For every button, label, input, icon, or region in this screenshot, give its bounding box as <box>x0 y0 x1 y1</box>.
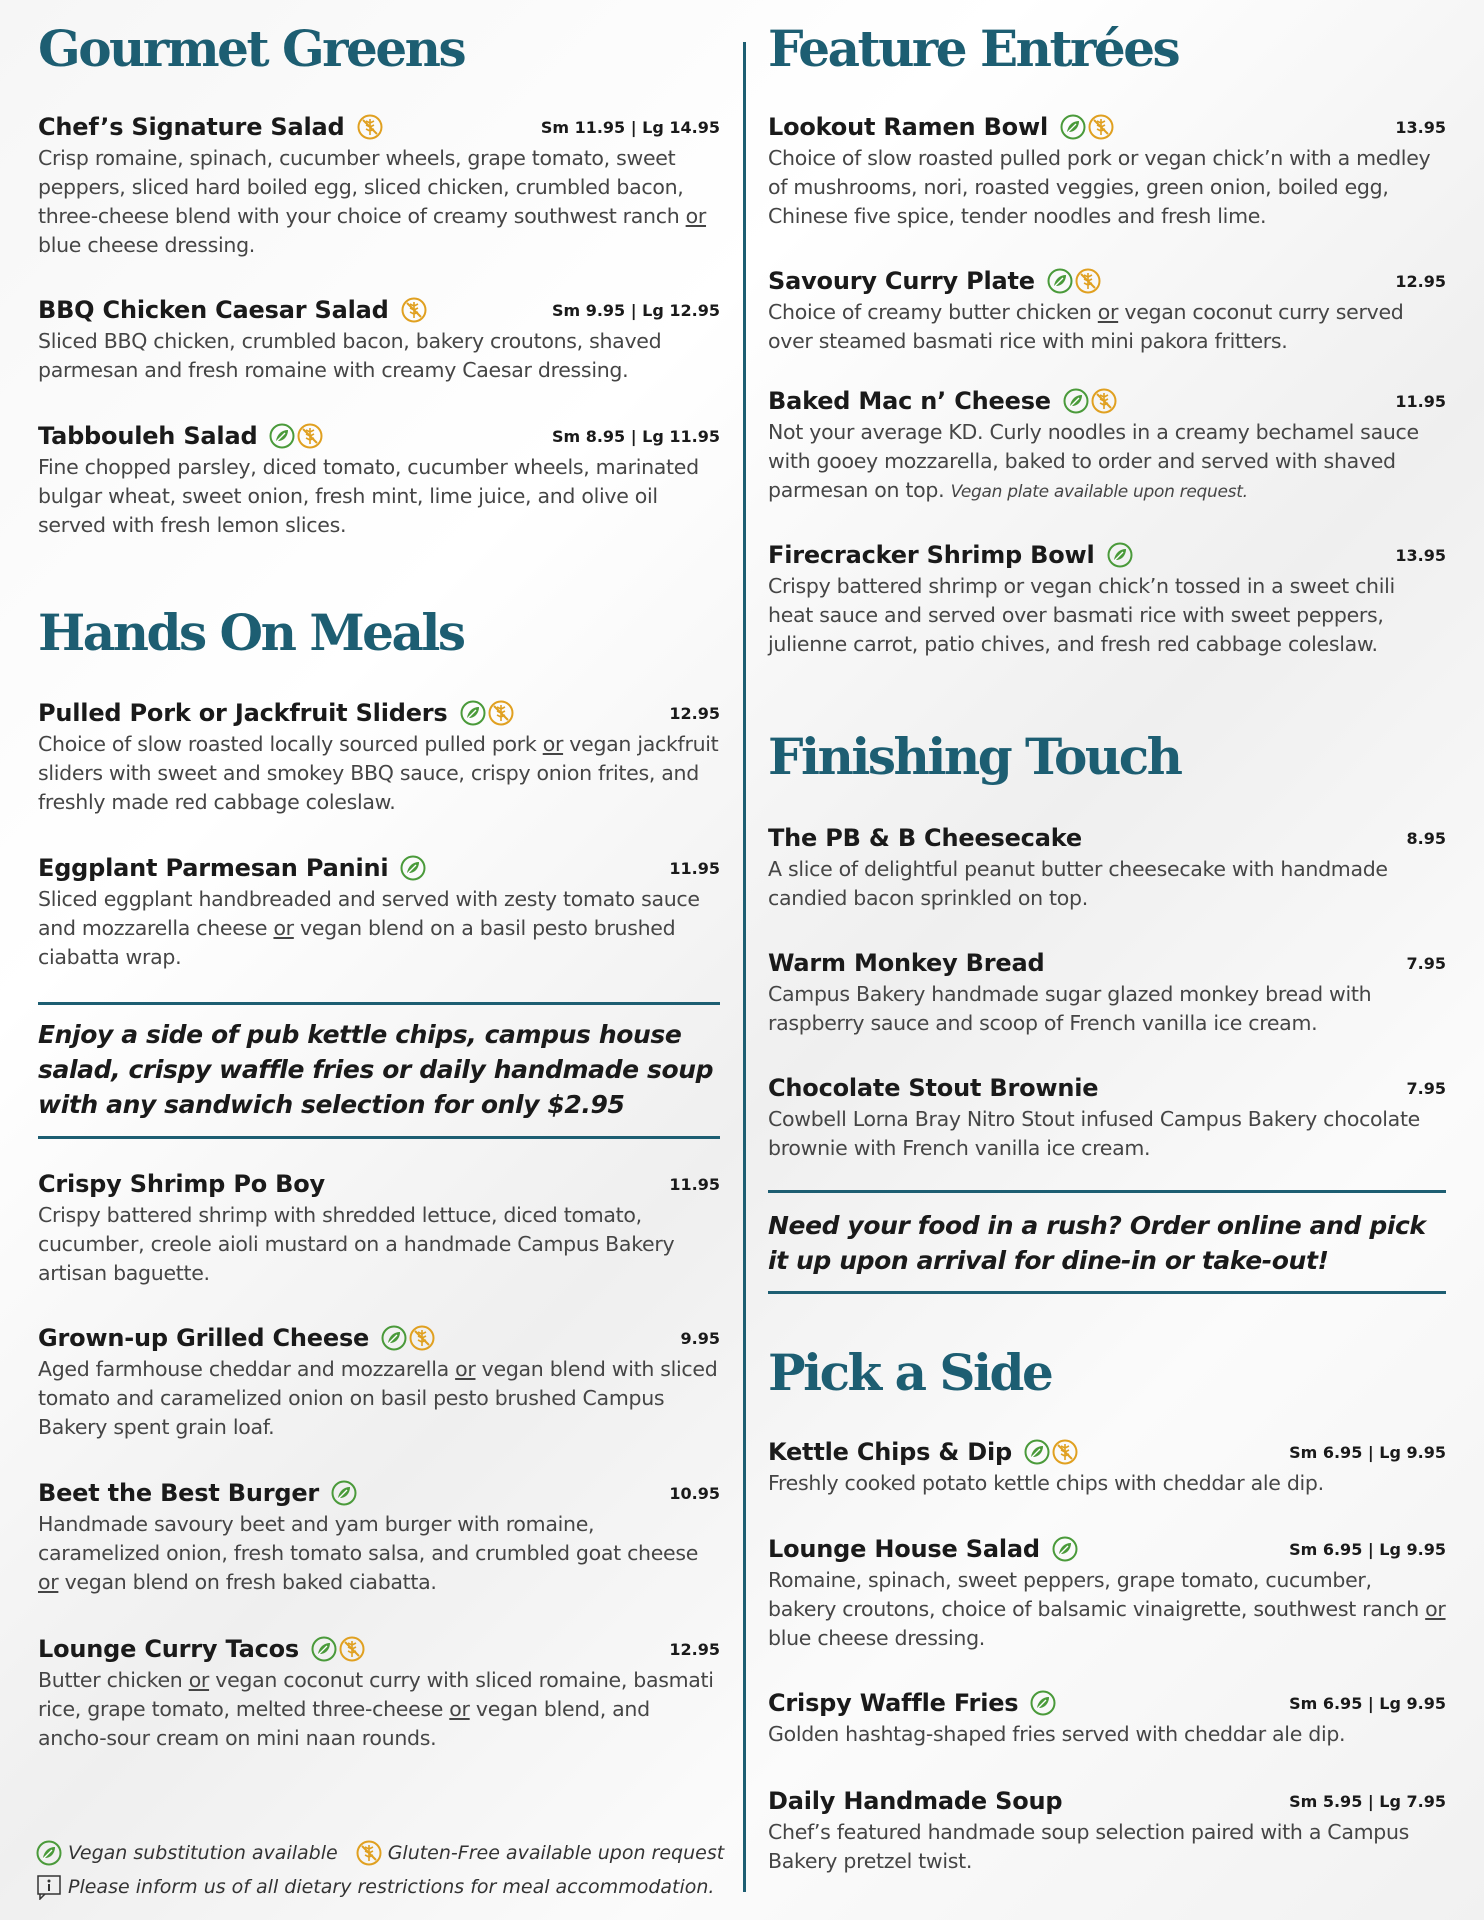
menu-item <box>768 1071 1446 1163</box>
item-price: 9.95 <box>680 1328 720 1348</box>
item-name: Crispy Waffle Fries <box>768 1689 1019 1717</box>
item-description: Crispy battered shrimp or vegan chick’n tossed in a sweet chili heat sauce and served over basmati rice with sweet peppers, julienne carrot, patio chives, and fresh red cabbage coleslaw. <box>768 574 1395 656</box>
item-name: Lounge House Salad <box>768 1535 1040 1563</box>
item-description: Cowbell Lorna Bray Nitro Stout infused Campus Bakery chocolate brownie with French vanilla ice cream. <box>768 1107 1420 1160</box>
item-description: Aged farmhouse cheddar and mozzarella or vegan blend with sliced tomato and caramelized onion on basil pesto brushed Campus Bakery spent grain loaf. <box>38 1357 718 1439</box>
gluten-free-icon <box>1091 388 1117 414</box>
menu-item <box>768 946 1446 1038</box>
menu-item <box>768 110 1446 231</box>
menu-item <box>38 110 720 260</box>
vegan-icon <box>381 1325 407 1351</box>
gluten-free-icon <box>488 700 514 726</box>
item-description: Campus Bakery handmade sugar glazed monkey bread with raspberry sauce and scoop of French vanilla ice cream. <box>768 982 1372 1035</box>
info-icon <box>36 1874 62 1900</box>
section-title-feature-entrees: Feature Entrées <box>768 19 1179 78</box>
vegan-icon <box>1063 388 1089 414</box>
dietary-notice <box>36 1874 714 1900</box>
gluten-free-icon <box>1088 114 1114 140</box>
item-description: Choice of creamy butter chicken or vegan coconut curry served over steamed basmati rice with mini pakora fritters. <box>768 300 1404 353</box>
vegan-icon <box>1024 1439 1050 1465</box>
item-name: Warm Monkey Bread <box>768 949 1045 977</box>
sandwich-side-promo <box>38 1002 720 1139</box>
item-description: Sliced BBQ chicken, crumbled bacon, bakery croutons, shaved parmesan and fresh romaine with creamy Caesar dressing. <box>38 329 662 382</box>
menu-item <box>768 1784 1446 1876</box>
item-price: Sm 11.95 | Lg 14.95 <box>540 117 720 137</box>
item-description: Chef’s featured handmade soup selection paired with a Campus Bakery pretzel twist. <box>768 1820 1410 1873</box>
item-price: 12.95 <box>669 1639 720 1659</box>
section-title-gourmet-greens: Gourmet Greens <box>38 19 465 78</box>
item-price: 13.95 <box>1395 545 1446 565</box>
item-description: Choice of slow roasted pulled pork or vegan chick’n with a medley of mushrooms, nori, roasted veggies, green onion, boiled egg, Chinese five spice, tender noodles and fresh lime. <box>768 146 1431 228</box>
item-description: Romaine, spinach, sweet peppers, grape tomato, cucumber, bakery croutons, choice of balsamic vinaigrette, southwest ranch or blue cheese dressing. <box>768 1568 1446 1650</box>
item-price: 11.95 <box>1395 391 1446 411</box>
gluten-free-icon <box>356 1840 382 1866</box>
section-title-finishing-touch: Finishing Touch <box>768 727 1181 786</box>
legend-gf-label: Gluten-Free available upon request <box>387 1842 725 1864</box>
column-divider <box>743 42 746 1892</box>
item-price: 11.95 <box>669 1174 720 1194</box>
item-description: Golden hashtag-shaped fries served with cheddar ale dip. <box>768 1722 1346 1746</box>
vegan-icon <box>331 1480 357 1506</box>
item-price: 10.95 <box>669 1483 720 1503</box>
menu-item <box>38 1632 720 1753</box>
menu-item <box>768 821 1446 913</box>
menu-item <box>38 851 720 972</box>
item-description: Butter chicken or vegan coconut curry with sliced romaine, basmati rice, grape tomato, melted three-cheese or vegan blend, and ancho-sour cream on mini naan rounds. <box>38 1668 714 1750</box>
menu-item <box>38 419 720 540</box>
section-title-hands-on-meals: Hands On Meals <box>38 603 464 662</box>
item-name: Savoury Curry Plate <box>768 267 1035 295</box>
item-description: Not your average KD. Curly noodles in a creamy bechamel sauce with gooey mozzarella, baked to order and served with shaved parmesan on top. Vegan plate available upon request. <box>768 420 1419 502</box>
item-name: Lookout Ramen Bowl <box>768 113 1048 141</box>
vegan-icon <box>311 1636 337 1662</box>
menu-item <box>38 1476 720 1597</box>
menu-item <box>38 1167 720 1288</box>
item-price: 11.95 <box>669 858 720 878</box>
menu-item <box>768 384 1446 507</box>
item-price: Sm 5.95 | Lg 7.95 <box>1289 1791 1446 1811</box>
vegan-icon <box>1047 268 1073 294</box>
item-price: 8.95 <box>1406 828 1446 848</box>
order-online-promo <box>768 1190 1446 1294</box>
menu-item <box>768 1532 1446 1653</box>
item-name: Eggplant Parmesan Panini <box>38 854 389 882</box>
vegan-icon <box>269 423 295 449</box>
item-name: Daily Handmade Soup <box>768 1787 1063 1815</box>
item-description: Sliced eggplant handbreaded and served with zesty tomato sauce and mozzarella cheese or vegan blend on a basil pesto brushed ciabatta wrap. <box>38 887 700 969</box>
vegan-icon <box>400 855 426 881</box>
item-description: Crispy battered shrimp with shredded lettuce, diced tomato, cucumber, creole aioli mustard on a handmade Campus Bakery artisan baguette. <box>38 1203 675 1285</box>
item-price: 12.95 <box>669 703 720 723</box>
item-price: Sm 6.95 | Lg 9.95 <box>1289 1442 1446 1462</box>
item-price: Sm 8.95 | Lg 11.95 <box>551 426 720 446</box>
dietary-legend <box>36 1840 724 1866</box>
legend-vegan-label: Vegan substitution available <box>68 1842 338 1864</box>
item-name: Tabbouleh Salad <box>38 422 258 450</box>
menu-item <box>768 264 1446 356</box>
item-name: Crispy Shrimp Po Boy <box>38 1170 325 1198</box>
item-description: Choice of slow roasted locally sourced pulled pork or vegan jackfruit sliders with sweet and smokey BBQ sauce, crispy onion frites, and freshly made red cabbage coleslaw. <box>38 732 719 814</box>
item-description: Freshly cooked potato kettle chips with cheddar ale dip. <box>768 1471 1324 1495</box>
item-name: Pulled Pork or Jackfruit Sliders <box>38 699 448 727</box>
gluten-free-icon <box>1075 268 1101 294</box>
item-name: Kettle Chips & Dip <box>768 1438 1013 1466</box>
gluten-free-icon <box>401 297 427 323</box>
menu-item <box>38 293 720 385</box>
menu-item <box>38 1321 720 1442</box>
gluten-free-icon <box>409 1325 435 1351</box>
gluten-free-icon <box>357 114 383 140</box>
vegan-icon <box>460 700 486 726</box>
item-price: 7.95 <box>1406 953 1446 973</box>
item-description: Fine chopped parsley, diced tomato, cucumber wheels, marinated bulgar wheat, sweet onion, fresh mint, lime juice, and olive oil served with fresh lemon slices. <box>38 455 699 537</box>
vegan-icon <box>1060 114 1086 140</box>
menu-item <box>768 1435 1446 1498</box>
menu-item <box>768 538 1446 659</box>
vegan-icon <box>1030 1690 1056 1716</box>
item-name: BBQ Chicken Caesar Salad <box>38 296 389 324</box>
item-name: Grown-up Grilled Cheese <box>38 1324 370 1352</box>
item-name: Chef’s Signature Salad <box>38 113 345 141</box>
vegan-icon <box>1107 542 1133 568</box>
promo-text: Need your food in a rush? Order online and pick it up upon arrival for dine-in or take-out! <box>768 1211 1426 1275</box>
item-name: Baked Mac n’ Cheese <box>768 387 1051 415</box>
menu-item <box>768 1686 1446 1749</box>
item-description: Crisp romaine, spinach, cucumber wheels, grape tomato, sweet peppers, sliced hard boiled egg, sliced chicken, crumbled bacon, three-cheese blend with your choice of creamy southwest ranch or blue cheese dressing. <box>38 146 707 257</box>
item-price: 13.95 <box>1395 117 1446 137</box>
section-title-pick-a-side: Pick a Side <box>768 1343 1052 1402</box>
item-price: 7.95 <box>1406 1078 1446 1098</box>
item-name: The PB & B Cheesecake <box>768 824 1082 852</box>
item-name: Beet the Best Burger <box>38 1479 320 1507</box>
menu-item <box>38 696 720 817</box>
item-description: A slice of delightful peanut butter cheesecake with handmade candied bacon sprinkled on top. <box>768 857 1388 910</box>
item-price: 12.95 <box>1395 271 1446 291</box>
item-price: Sm 6.95 | Lg 9.95 <box>1289 1539 1446 1559</box>
gluten-free-icon <box>1052 1439 1078 1465</box>
item-name: Lounge Curry Tacos <box>38 1635 300 1663</box>
item-price: Sm 9.95 | Lg 12.95 <box>551 300 720 320</box>
vegan-icon <box>36 1840 62 1866</box>
vegan-icon <box>1052 1536 1078 1562</box>
item-price: Sm 6.95 | Lg 9.95 <box>1289 1693 1446 1713</box>
promo-text: Enjoy a side of pub kettle chips, campus house salad, crispy waffle fries or daily handmade soup with any sandwich selection for only $2.95 <box>38 1020 714 1119</box>
item-name: Chocolate Stout Brownie <box>768 1074 1099 1102</box>
gluten-free-icon <box>339 1636 365 1662</box>
gluten-free-icon <box>297 423 323 449</box>
item-description: Handmade savoury beet and yam burger with romaine, caramelized onion, fresh tomato salsa, and crumbled goat cheese or vegan blend on fresh baked ciabatta. <box>38 1512 699 1594</box>
dietary-notice-text: Please inform us of all dietary restrictions for meal accommodation. <box>68 1876 715 1898</box>
item-name: Firecracker Shrimp Bowl <box>768 541 1095 569</box>
